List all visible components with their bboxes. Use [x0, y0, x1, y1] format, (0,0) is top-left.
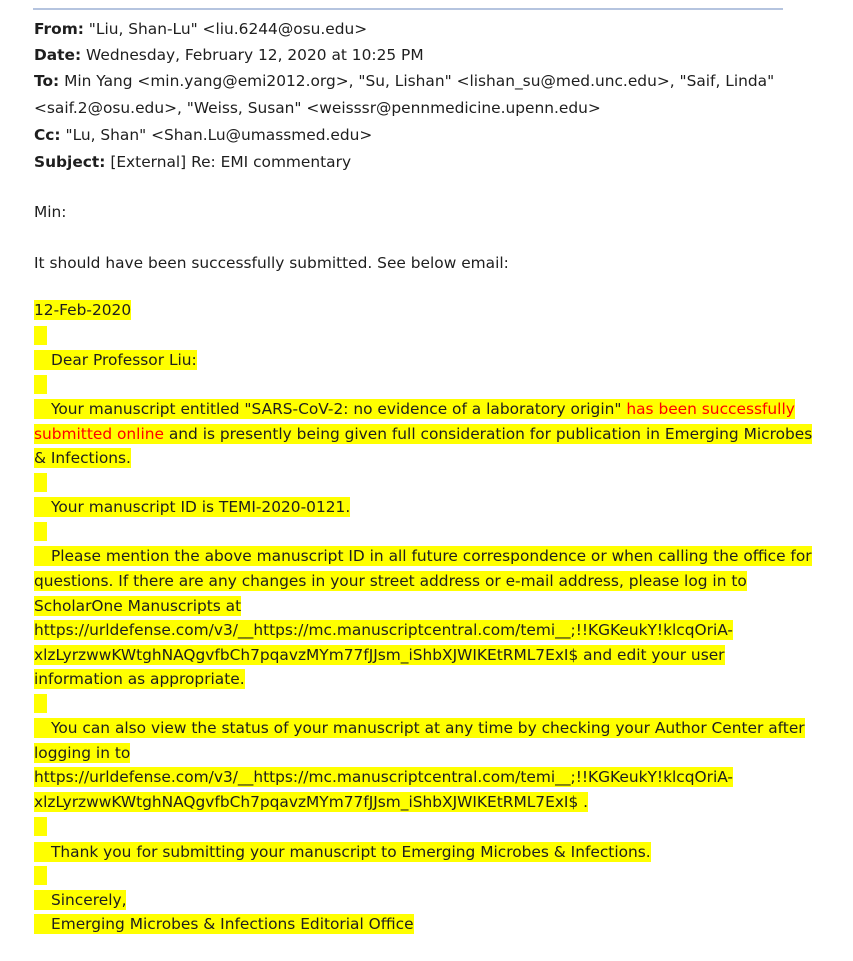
subject-value: [External] Re: EMI commentary	[110, 153, 352, 171]
p4-line-2: logging in to	[34, 744, 131, 762]
p1-line-1	[34, 399, 795, 419]
highlight-blank	[34, 694, 47, 713]
to-value-1: Min Yang <min.yang@emi2012.org>, "Su, Lishan" <lishan_su@med.unc.edu>, "Saif, Linda"	[64, 72, 775, 90]
p1-text-a: Your manuscript entitled "SARS-CoV-2: no evidence of a laboratory origin"	[51, 400, 627, 418]
p1-line-3: & Infections.	[34, 449, 131, 467]
date-value: Wednesday, February 12, 2020 at 10:25 PM	[86, 46, 424, 64]
p1-red-a: has been successfully	[626, 400, 795, 418]
from-label: From:	[34, 20, 84, 38]
p1-line-2	[34, 424, 812, 444]
from-value: "Liu, Shan-Lu" <liu.6244@osu.edu>	[88, 20, 368, 38]
quoted-date: 12-Feb-2020	[34, 301, 132, 319]
highlight-blank	[34, 473, 47, 492]
cc-line	[34, 125, 372, 145]
manuscript-id: Your manuscript ID is TEMI-2020-0121.	[34, 497, 350, 517]
url-line-1: https://urldefense.com/v3/__https://mc.manuscriptcentral.com/temi__;!!KGKeukY!klcqOriA-	[34, 621, 733, 639]
highlight-blank	[34, 866, 47, 885]
url-line-3: https://urldefense.com/v3/__https://mc.manuscriptcentral.com/temi__;!!KGKeukY!klcqOriA-	[34, 768, 733, 786]
subject-label: Subject:	[34, 153, 106, 171]
to-line-2	[34, 98, 601, 118]
p3-line-3: ScholarOne Manuscripts at	[34, 597, 242, 615]
highlight-blank	[34, 522, 47, 541]
url-line-4: xlzLyrzwwKWtghNAQgvfbCh7pqavzMYm77fJJsm_iShbXJWIKEtRML7ExI$ .	[34, 793, 589, 811]
top-divider	[33, 8, 783, 10]
greeting: Min:	[34, 203, 67, 221]
intro-text: It should have been successfully submitted. See below email:	[34, 254, 509, 272]
to-line	[34, 71, 774, 91]
url-line-2: xlzLyrzwwKWtghNAQgvfbCh7pqavzMYm77fJJsm_iShbXJWIKEtRML7ExI$ and edit your user	[34, 646, 725, 664]
p3-line-2: questions. If there are any changes in your street address or e-mail address, please log in to	[34, 572, 747, 590]
from-line	[34, 19, 367, 39]
p4-line-1: You can also view the status of your manuscript at any time by checking your Author Center after	[34, 718, 805, 738]
p1-red-b: submitted online	[34, 425, 164, 443]
thank-you: Thank you for submitting your manuscript to Emerging Microbes & Infections.	[34, 842, 651, 862]
salutation: Dear Professor Liu:	[34, 350, 197, 370]
to-label: To:	[34, 72, 60, 90]
cc-label: Cc:	[34, 126, 61, 144]
highlight-blank	[34, 817, 47, 836]
to-value-2: <saif.2@osu.edu>, "Weiss, Susan" <weisssr@pennmedicine.upenn.edu>	[34, 99, 601, 117]
cc-value: "Lu, Shan" <Shan.Lu@umassmed.edu>	[65, 126, 373, 144]
subject-line	[34, 152, 351, 172]
highlight-blank	[34, 375, 47, 394]
date-label: Date:	[34, 46, 82, 64]
signature: Emerging Microbes & Infections Editorial Office	[34, 914, 414, 934]
p1-text-b: and is presently being given full consideration for publication in Emerging Microbes	[163, 425, 813, 443]
p3-line-6: information as appropriate.	[34, 670, 245, 688]
date-line	[34, 45, 424, 65]
p3-line-1: Please mention the above manuscript ID in all future correspondence or when calling the office for	[34, 546, 812, 566]
closing: Sincerely,	[34, 890, 126, 910]
highlight-blank	[34, 326, 47, 345]
